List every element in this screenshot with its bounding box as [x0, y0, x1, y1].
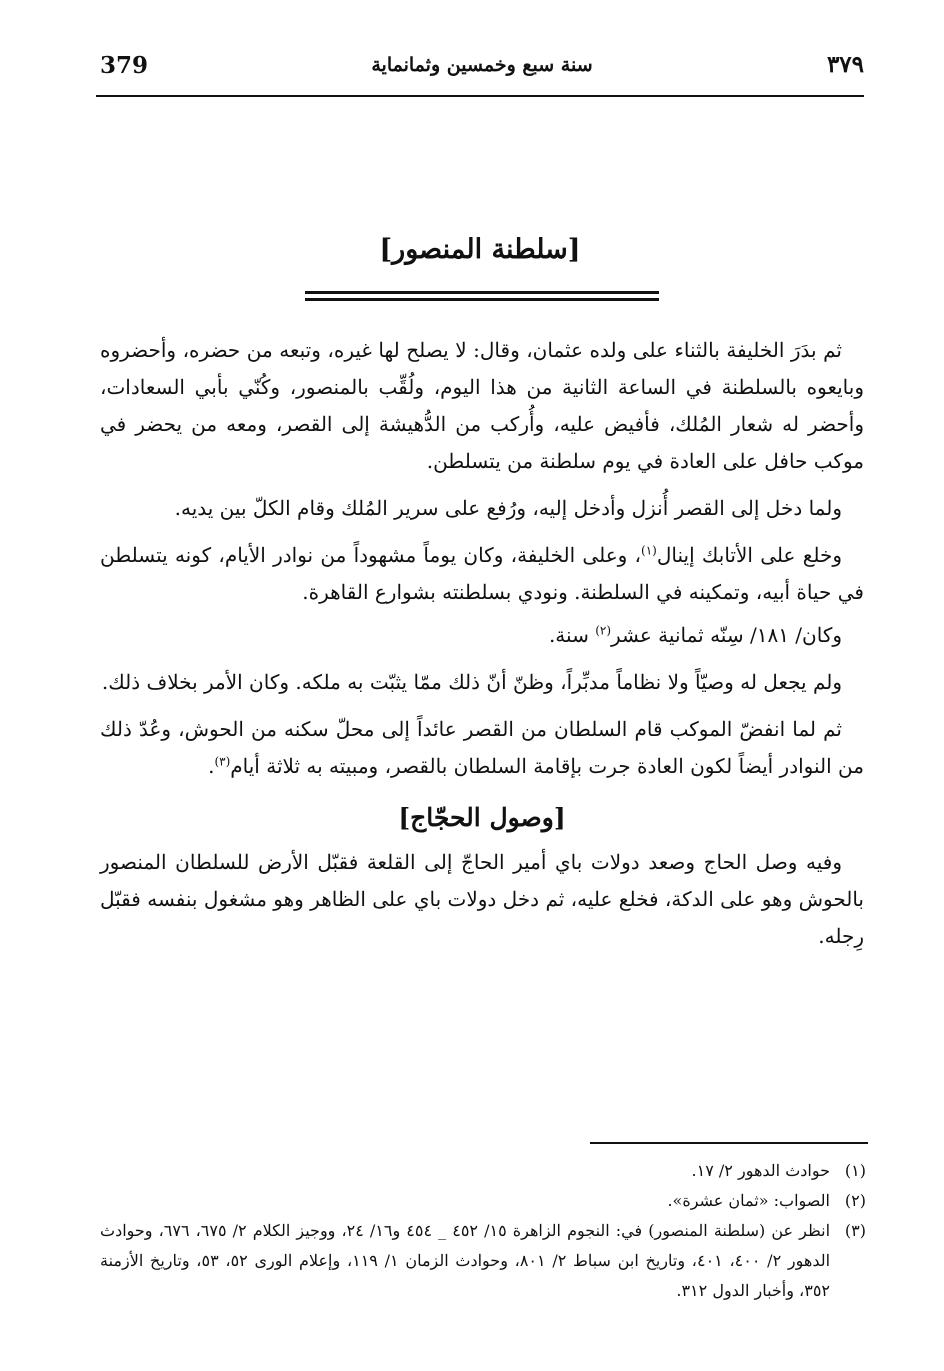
footnote-ref-2: (٢) [595, 623, 612, 638]
paragraph-7: وفيه وصل الحاج وصعد دولات باي أمير الحاجّ إلى القلعة فقبّل الأرض للسلطان المنصور بالحوش وهو على الدكة، فخلع عليه، ثم دخل دولات باي على الظاهر وهو مشغول بنفسه فقبّل رِجله. [100, 850, 864, 948]
footnote-text: حوادث الدهور ٢/ ١٧. [691, 1161, 830, 1180]
paragraph-1: ثم بدَرَ الخليفة بالثناء على ولده عثمان، وقال: لا يصلح لها غيره، وتبعه من حضره، وأحضروه وبايعوه بالسلطنة في الساعة الثانية من هذا اليوم، ولُقِّب بالمنصور، وكُنّي بأبي السعادات، وأحضر له شعار المُلك، فأفيض عليه، وأُركب من الدُّهيشة إلى القصر، ومعه من يحضر في موكب حافل على العادة في يوم سلطنة من يتسلطن. [100, 338, 864, 473]
footnote-text: انظر عن (سلطنة المنصور) في: النجوم الزاهرة ١٥/ ٤٥٢ _ ٤٥٤ و١٦/ ٢٤، ووجيز الكلام ٢/ ٦٧٥، ٦٧٦، وحوادث الدهور ٢/ ٤٠٠، ٤٠١، وتاريخ ابن سباط ٢/ ٨٠١، وحوادث الزمان ١/ ١١٩، وإعلام الورى ٥٢، ٥٣، وتاريخ الأزمنة ٣٥٢، وأخبار الدول ٣١٢. [100, 1221, 831, 1300]
footnote-number: (٢) [844, 1191, 866, 1210]
paragraph-3-text-b: ، وعلى الخليفة، وكان يوماً مشهوداً من نوادر الأيام، كونه يتسلطن في حياة أبيه، وتمكينه في السلطنة. ونودي بسلطنته بشوارع القاهرة. [100, 543, 864, 604]
footnotes [100, 1156, 866, 1306]
footnote [100, 1186, 866, 1216]
paragraph-4-text-a: وكان/ ١٨١/ سِنّه ثمانية عشر [611, 623, 842, 647]
footnote [100, 1156, 866, 1186]
footnote-ref-3: (٣) [214, 754, 231, 769]
paragraph-3-text-a: وخلع على الأتابك إينال [656, 543, 842, 567]
paragraph-6 [100, 711, 864, 785]
paragraph-3 [100, 537, 864, 611]
section-title: [سلطنة المنصور] [379, 234, 581, 265]
footnote-text: الصواب: «ثمان عشرة». [667, 1191, 830, 1210]
running-title: سنة سبع وخمسين وثمانماية [371, 54, 593, 76]
footnote [100, 1216, 866, 1306]
title-double-rule [305, 291, 659, 301]
paragraph-2: ولما دخل إلى القصر أُنزل وأدخل إليه، ورُفع على سرير المُلك وقام الكلّ بين يديه. [174, 496, 842, 520]
paragraph-5: ولم يجعل له وصيّاً ولا نظاماً مدبِّراً، وظنّ أنّ ذلك ممّا يثبّت به ملكه. وكان الأمر بخلاف ذلك. [101, 670, 842, 694]
subsection-title: [وصول الحجّاج] [398, 803, 566, 832]
paragraph-6-text-b: . [208, 754, 215, 778]
footnote-number: (١) [844, 1161, 866, 1180]
page-number-latin: 379 [100, 52, 149, 79]
main-text [100, 332, 864, 965]
footnote-rule [590, 1142, 868, 1144]
paragraph-4-text-b: سنة. [548, 623, 596, 647]
header-rule [96, 95, 864, 97]
paragraph-4 [100, 617, 864, 654]
page-number-arabic: ٣٧٩ [826, 52, 864, 77]
page-header [100, 52, 864, 92]
paragraph-6-text-a: ثم لما انفضّ الموكب قام السلطان من القصر عائداً إلى محلّ سكنه من الحوش، وعُدّ ذلك من النوادر أيضاً لكون العادة جرت بإقامة السلطان بالقصر، ومبيته به ثلاثة أيام [100, 717, 864, 778]
footnote-number: (٣) [844, 1221, 866, 1240]
footnote-ref-1: (١) [641, 543, 657, 558]
